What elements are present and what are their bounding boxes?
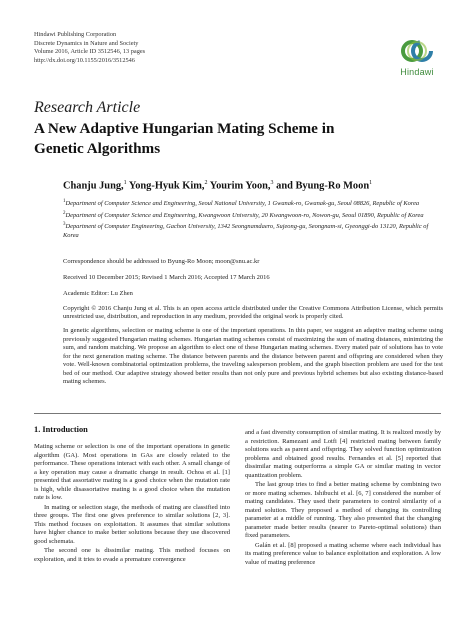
correspondence: Correspondence should be addressed to Byung-Ro Moon; moon@snu.ac.kr bbox=[63, 258, 260, 265]
publisher-line: Hindawi Publishing Corporation bbox=[34, 31, 117, 38]
copyright-notice: Copyright © 2016 Chanju Jung et al. This is an open access article distributed under the Creative Commons Attribution License, which permits unrestricted use, distribution, and reproduction in any medium, provided the original work is properly cited. bbox=[63, 305, 443, 321]
author-affil-marker: 1 bbox=[369, 180, 373, 186]
journal-line: Discrete Dynamics in Nature and Society bbox=[34, 39, 139, 47]
author-name: and Byung-Ro Moon bbox=[273, 180, 370, 192]
author-affil-marker: 1 bbox=[123, 180, 127, 186]
affiliation bbox=[63, 210, 443, 220]
author-name: Yong-Hyuk Kim, bbox=[126, 180, 205, 192]
logo-wordmark: Hindawi bbox=[400, 67, 434, 77]
affiliation-text: Department of Computer Engineering, Gachon University, 1342 Seongnamdaero, Sujeong-gu, Seongnam-si, Gyeonggi-do 13120, Republic of Korea bbox=[63, 223, 429, 239]
section-divider bbox=[34, 413, 441, 414]
affiliation-list bbox=[63, 198, 443, 241]
publisher-info bbox=[34, 31, 145, 65]
affiliation-marker: 1 bbox=[63, 199, 66, 204]
academic-editor: Academic Editor: Lu Zhen bbox=[63, 290, 133, 297]
body-paragraph: and a fast diversity consumption of similar mating. It is realized mostly by a restriction. Ramezani and Lotfi [4] restricted mating between family solutions such as parent and offspring. They solved function optimization problems and obtained good results. Fernandes et al. [5] reported that dissimilar mating outperforms a simple GA or similar mating in vector quantization problem. bbox=[245, 429, 441, 479]
body-paragraph: The last group tries to find a better mating scheme by combining two or more mating schemes. Ishibuchi et al. [6, 7] considered the number of mating candidates. They used their parameters to control similarity of a mated solution. They proposed a method of changing its controlling parameter at a middle of running. They also presented that the changing parameter made better results (nearer to Pareto-optimal solutions) than fixed parameters. bbox=[245, 481, 441, 540]
affiliation-text: Department of Computer Science and Engineering, Kwangwoon University, 20 Kwangwoon-ro, Nowon-gu, Seoul 01890, Republic of Korea bbox=[65, 211, 424, 219]
article-type: Research Article bbox=[34, 99, 141, 116]
abstract: In genetic algorithms, selection or mating scheme is one of the important operations. In this paper, we suggest an adaptive mating scheme using previously suggested Hungarian mating schemes. Hungarian mating schemes consist of maximizing the sum of mating distances, minimizing the sum, and random matching. We propose an algorithm to elect one of these Hungarian mating schemes. Every mated pair of solutions has to vote for the next generation mating scheme. The distance between parents and the distance between parent and offspring are considered when they vote. Well-known combinatorial optimization problems, the traveling salesperson problem, and the graph bisection problem are used for the test bed of our method. Our adaptive strategy showed better results than not only pure and previous hybrid schemes but also existing distance-based mating schemes. bbox=[63, 327, 443, 386]
body-paragraph: In mating or selection stage, the methods of mating are classified into three groups. The first one gives preference to similar solutions [2, 3]. This method focuses on exploitation. It assumes that similar solutions have higher chance to make better solutions because they use discovered good schemata. bbox=[34, 503, 230, 545]
section-heading-introduction: 1. Introduction bbox=[34, 425, 88, 434]
received-dates: Received 10 December 2015; Revised 1 March 2016; Accepted 17 March 2016 bbox=[63, 274, 270, 281]
hindawi-logo bbox=[393, 36, 441, 77]
body-paragraph: The second one is dissimilar mating. This method focuses on exploration, and it tries to evade a premature convergence bbox=[34, 547, 230, 563]
body-paragraph: Galán et al. [8] proposed a mating scheme where each individual has its mating preference value to balance exploitation and exploration. A low value of mating preference bbox=[245, 541, 441, 566]
paper-title bbox=[34, 119, 434, 158]
affiliation-marker: 3 bbox=[63, 222, 66, 228]
title-line: A New Adaptive Hungarian Mating Scheme in bbox=[34, 120, 335, 137]
affiliation-marker: 2 bbox=[63, 210, 66, 216]
volume-line: Volume 2016, Article ID 3512546, 13 pages bbox=[34, 48, 146, 56]
affiliation-text: Department of Computer Science and Engineering, Seoul National University, 1 Gwanak-ro, Gwanak-gu, Seoul 08826, Republic of Korea bbox=[65, 200, 420, 208]
title-line: Genetic Algorithms bbox=[34, 139, 161, 157]
hindawi-rings-icon bbox=[400, 36, 434, 66]
affiliation bbox=[63, 198, 443, 208]
affiliation bbox=[63, 221, 443, 240]
right-column bbox=[245, 429, 441, 569]
left-column bbox=[34, 425, 230, 565]
author-affil-marker: 3 bbox=[270, 180, 274, 186]
author-name: Yourim Yoon, bbox=[207, 180, 271, 192]
doi-link[interactable]: http://dx.doi.org/10.1155/2016/3512546 bbox=[34, 56, 135, 64]
body-paragraph: Mating scheme or selection is one of the important operations in genetic algorithm (GA). Most operations in GAs are closely related to the performance. These operations interact with each other. A small change of a key operation may cause a dramatic change in result. Ochoa et al. [1] presented that assortative mating is a good choice when the mutation rate is high, while disassortative mating is a good choice when the mutation rate is low. bbox=[34, 443, 230, 502]
author-list bbox=[63, 180, 372, 191]
author-affil-marker: 2 bbox=[204, 180, 208, 186]
author-name: Chanju Jung, bbox=[63, 180, 124, 192]
